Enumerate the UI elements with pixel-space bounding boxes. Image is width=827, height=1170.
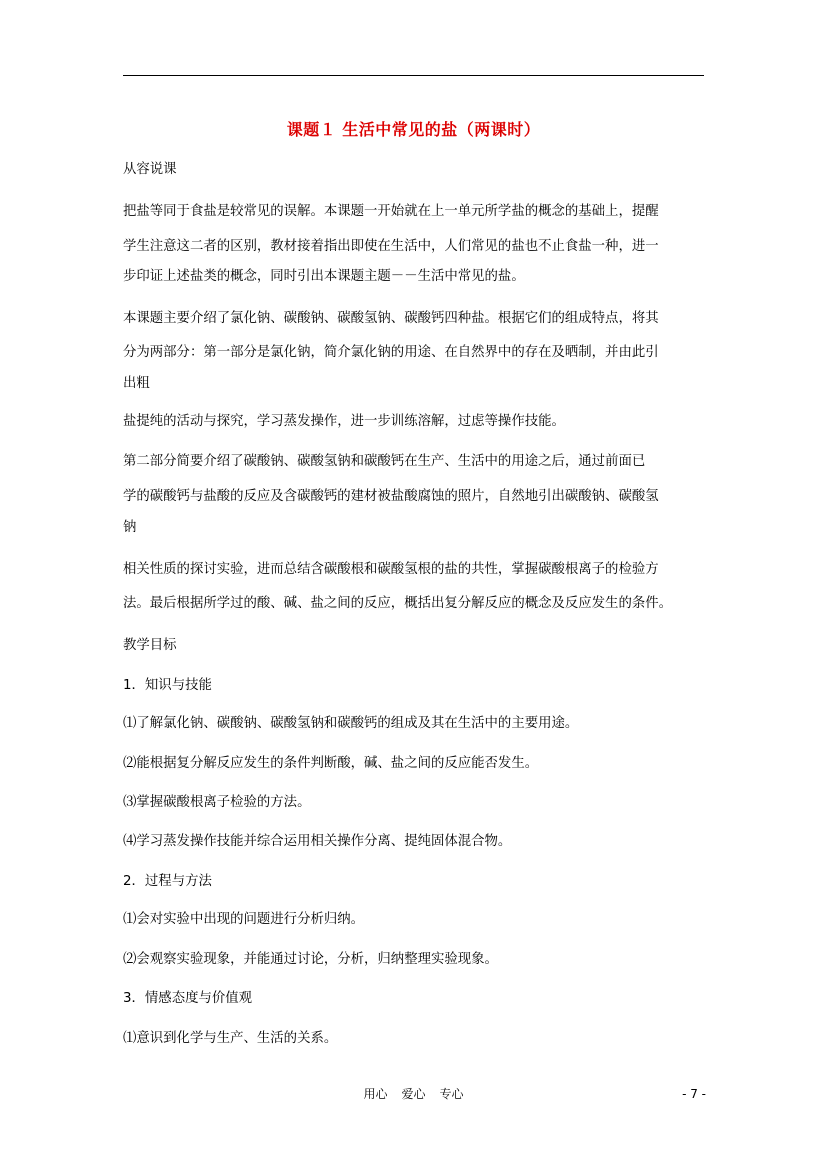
subsection-heading: 1．知识与技能 (123, 678, 212, 693)
page-title: 课题１ 生活中常见的盐（两课时） (286, 120, 541, 139)
paragraph-line: 把盐等同于食盐是较常见的误解。本课题一开始就在上一单元所学盐的概念的基础上，提醒 (123, 204, 659, 219)
list-item: ⑶掌握碳酸根离子检验的方法。 (123, 795, 311, 810)
list-item: ⑵能根据复分解反应发生的条件判断酸，碱、盐之间的反应能否发生。 (123, 756, 539, 771)
subsection-heading: 3．情感态度与价值观 (123, 991, 253, 1006)
paragraph-line: 学生注意这二者的区别，教材接着指出即使在生活中，人们常见的盐也不止食盐一种，进一 (123, 239, 659, 254)
paragraph-line: 钠 (123, 520, 137, 535)
paragraph-line: 相关性质的探讨实验，进而总结含碳酸根和碳酸氢根的盐的共性，掌握碳酸根离子的检验方 (123, 562, 659, 577)
footer-slogan-word: 用心 (363, 1087, 388, 1101)
paragraph-line: 盐提纯的活动与探究，学习蒸发操作，进一步训练溶解，过虑等操作技能。 (123, 414, 565, 429)
list-item: ⑵会观察实验现象，并能通过讨论，分析，归纳整理实验现象。 (123, 952, 498, 967)
section-heading: 从容说课 (123, 162, 177, 177)
section-heading: 教学目标 (123, 638, 177, 653)
list-item: ⑷学习蒸发操作技能并综合运用相关操作分离、提纯固体混合物。 (123, 834, 512, 849)
footer-slogan-word: 专心 (439, 1087, 464, 1101)
subsection-heading: 2．过程与方法 (123, 874, 212, 889)
header-rule (123, 75, 704, 76)
footer-slogan-word: 爱心 (401, 1087, 426, 1101)
list-item: ⑴会对实验中出现的问题进行分析归纳。 (123, 912, 365, 927)
list-item: ⑴了解氯化钠、碳酸钠、碳酸氢钠和碳酸钙的组成及其在生活中的主要用途。 (123, 716, 579, 731)
paragraph-line: 法。最后根据所学过的酸、碱、盐之间的反应，概括出复分解反应的概念及反应发生的条件。 (123, 596, 673, 611)
paragraph-line: 第二部分简要介绍了碳酸钠、碳酸氢钠和碳酸钙在生产、生活中的用途之后，通过前面已 (123, 454, 646, 469)
paragraph-line: 本课题主要介绍了氯化钠、碳酸钠、碳酸氢钠、碳酸钙四种盐。根据它们的组成特点，将其 (123, 311, 659, 326)
paragraph-line: 分为两部分：第一部分是氯化钠，简介氯化钠的用途、在自然界中的存在及晒制，并由此引 (123, 345, 659, 360)
paragraph-line: 出粗 (123, 376, 150, 391)
page-number: - 7 - (682, 1087, 706, 1101)
paragraph-line: 学的碳酸钙与盐酸的反应及含碳酸钙的建材被盐酸腐蚀的照片，自然地引出碳酸钠、碳酸氢 (123, 489, 659, 504)
paragraph-line: 步印证上述盐类的概念，同时引出本课题主题－－生活中常见的盐。 (123, 269, 525, 284)
list-item: ⑴意识到化学与生产、生活的关系。 (123, 1031, 338, 1046)
